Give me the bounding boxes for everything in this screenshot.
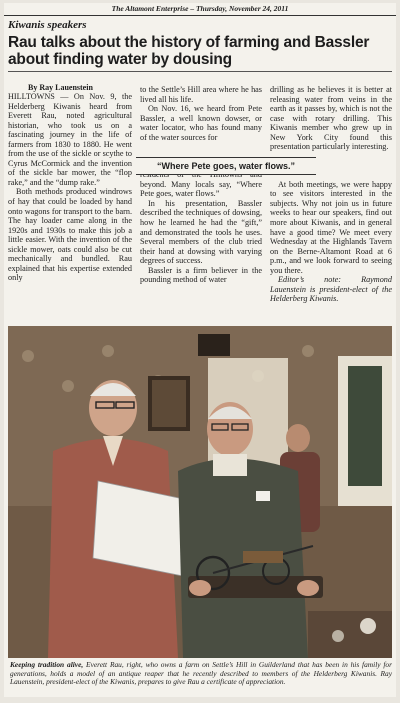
paragraph-3: to the Settle’s Hill area where he has lived all his life.: [140, 85, 262, 104]
paragraph-1-text: — On Nov. 9, the Helderberg Kiwanis heard from Everett Rau, noted agricultural historian, who took us on a fascinating journey in the life of farmers from 1830 to 1880. He went from the use of the sickle or scythe to Cyrus McCormick and the invention of the sickle bar mower, the “flop rake,” and the “dump rake.”: [8, 92, 132, 187]
article-kicker: Kiwanis speakers: [8, 19, 87, 31]
paragraph-6: In his presentation, Bassler described the techniques of dowsing, how he learned he had the “gift,” and demonstrated the tools he uses. Several members of the club tried their hand at dowsing with varying degrees of success.: [140, 198, 262, 266]
paragraph-4: On Nov. 16, we heard from Pete Bassler, a well known dowser, or water locator, who has found many of the water sources for: [140, 104, 262, 142]
paragraph-5: beyond. Many locals say, “Where Pete goes, water flows.”: [140, 179, 262, 199]
photo-illustration: [8, 326, 392, 658]
headline-rule: [8, 71, 392, 72]
caption-lead: Keeping tradition alive,: [10, 660, 84, 669]
newspaper-page: [4, 3, 396, 697]
paragraph-7: Bassler is a firm believer in the pounding method of water: [140, 265, 262, 285]
paragraph-1: [8, 92, 132, 187]
masthead: The Altamont Enterprise – Thursday, November 24, 2011: [4, 3, 396, 16]
pull-quote: “Where Pete goes, water flows.”: [136, 157, 316, 175]
article-photo: [8, 326, 392, 658]
paragraph-2: Both methods produced windrows of hay that could be loaded by hand onto wagons for transport to the barn. The hay loader came along in the 1920s and 1930s to make this job a little easier. With the invention of the sickle mower, oats could also be cut mechanically and bundled. Rau explained that his expertise extended only: [8, 187, 132, 283]
article-headline: Rau talks about the history of farming and Bassler about finding water by dousing: [8, 34, 370, 68]
article-byline: By Ray Lauenstein: [28, 83, 93, 92]
paragraph-8: drilling as he believes it is better at releasing water from veins in the earth as it passes by, which is not the case with rotary drilling. This Kiwanis member who grew up in New York City found this presentation particularly interesting.: [270, 85, 392, 152]
paragraph-9: At both meetings, we were happy to see visitors interested in the subjects. Why not join us in future weeks to hear our speakers, find out more about Kiwanis, and in general have a good time? We meet every Wednesday at the Highlands Tavern on the Berne-Altamont Road at 6 p.m., and we look forward to seeing you there.: [270, 179, 392, 275]
photo-caption: [10, 661, 392, 687]
article-column-3: [270, 85, 392, 317]
article-column-1: [8, 92, 132, 324]
caption-body: Everett Rau, right, who owns a farm on Settle’s Hill in Guilderland that has been in his family for generations, holds a model of an antique reaper that he recently described to members of the Helderberg Kiwanis. Ray Lauenstein, president-elect of the Kiwanis, prepares to give Rau a certificate of appreciation.: [10, 660, 392, 687]
dateline: HILLTOWNS: [8, 92, 55, 101]
article-column-2: [140, 85, 262, 317]
editor-note: Editor’s note: Raymond Lauenstein is president-elect of the Helderberg Kiwanis.: [270, 275, 392, 304]
